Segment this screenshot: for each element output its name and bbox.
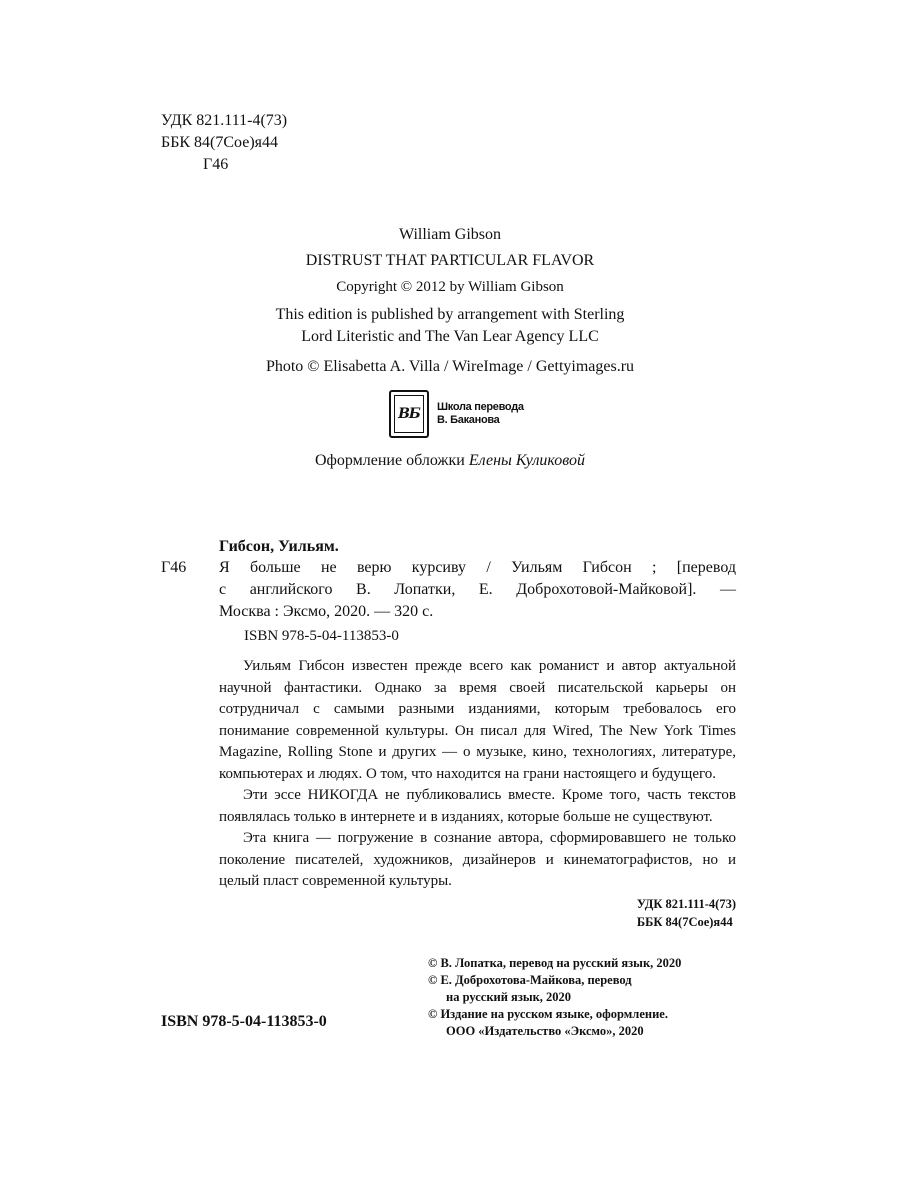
copyright-line: © Издание на русском языке, оформление.	[428, 1007, 668, 1021]
annotation-paragraph: Уильям Гибсон известен прежде всего как романист и автор актуальной научной фантастики. Однако за время своей писательской карьеры он сотрудничал с самыми разными изданиями, которым требовалось его понимание современной культуры. Он писал для Wired, The New York Times Magazine, Rolling Stone и других — о музыке, кино, технологиях, литературе, компьютерах и людях. О том, что находится на грани настоящего и будущего.	[219, 658, 736, 782]
copyright-block	[428, 955, 681, 1040]
classification-block	[161, 110, 287, 176]
original-title: DISTRUST THAT PARTICULAR FLAVOR	[305, 252, 595, 269]
bbk-code: ББК 84(7Сое)я44	[161, 134, 279, 151]
annotation-paragraph: Эта книга — погружение в сознание автора, сформировавшего не только поколение писателей, художников, дизайнеров и кинематографистов, но и целый пласт современной культуры.	[219, 830, 736, 889]
original-author: William Gibson	[398, 226, 501, 243]
bottom-classification	[637, 895, 736, 931]
publisher-logo	[389, 390, 529, 440]
bottom-bbk: ББК 84(7Сое)я44	[636, 915, 733, 929]
logo-line-2: В. Баканова	[437, 414, 500, 426]
cover-design-credit	[150, 450, 750, 472]
record-desc-line-3: Москва : Эксмо, 2020. — 320 с.	[219, 603, 434, 620]
photo-credit: Photo © Elisabetta A. Villa / WireImage / Gettyimages.ru	[265, 358, 635, 375]
copyright-line: © Е. Доброхотова-Майкова, перевод	[428, 973, 632, 987]
author-mark: Г46	[203, 156, 229, 173]
udk-code: УДК 821.111-4(73)	[161, 112, 288, 129]
copyright-line: ООО «Издательство «Эксмо», 2020	[446, 1024, 644, 1038]
annotation-paragraph: Эти эссе НИКОГДА не публиковались вместе. Кроме того, часть текстов появлялась только в интернете и в изданиях, которые больше не существуют.	[219, 787, 736, 825]
annotation	[219, 656, 736, 893]
logo-emblem	[389, 390, 429, 438]
record-desc-line-1: Я больше не верю курсиву / Уильям Гибсон ; [перевод	[219, 559, 736, 576]
logo-line-1: Школа перевода	[437, 401, 524, 413]
cover-designer-name: Елены Куликовой	[468, 452, 586, 469]
cover-design-prefix: Оформление обложки	[314, 452, 469, 469]
isbn-bold: ISBN 978-5-04-113853-0	[161, 1013, 327, 1030]
copyright-line: на русский язык, 2020	[446, 990, 572, 1004]
record-author-mark: Г46	[161, 559, 187, 576]
logo-mark: ВБ	[398, 406, 420, 422]
original-copyright: Copyright © 2012 by William Gibson	[336, 279, 564, 295]
bottom-udk: УДК 821.111-4(73)	[636, 897, 736, 911]
record-description	[219, 557, 736, 623]
record-isbn: ISBN 978-5-04-113853-0	[244, 628, 399, 644]
original-edition-block	[150, 224, 750, 378]
record-desc-line-2: с английского В. Лопатки, Е. Доброхотовой-Майковой]. —	[219, 581, 736, 598]
logo-text	[437, 401, 524, 427]
arrangement-line-2: Lord Literistic and The Van Lear Agency LLC	[301, 328, 599, 345]
copyright-line: © В. Лопатка, перевод на русский язык, 2020	[428, 956, 682, 970]
record-heading: Гибсон, Уильям.	[219, 538, 339, 555]
arrangement-line-1: This edition is published by arrangement with Sterling	[275, 306, 625, 323]
